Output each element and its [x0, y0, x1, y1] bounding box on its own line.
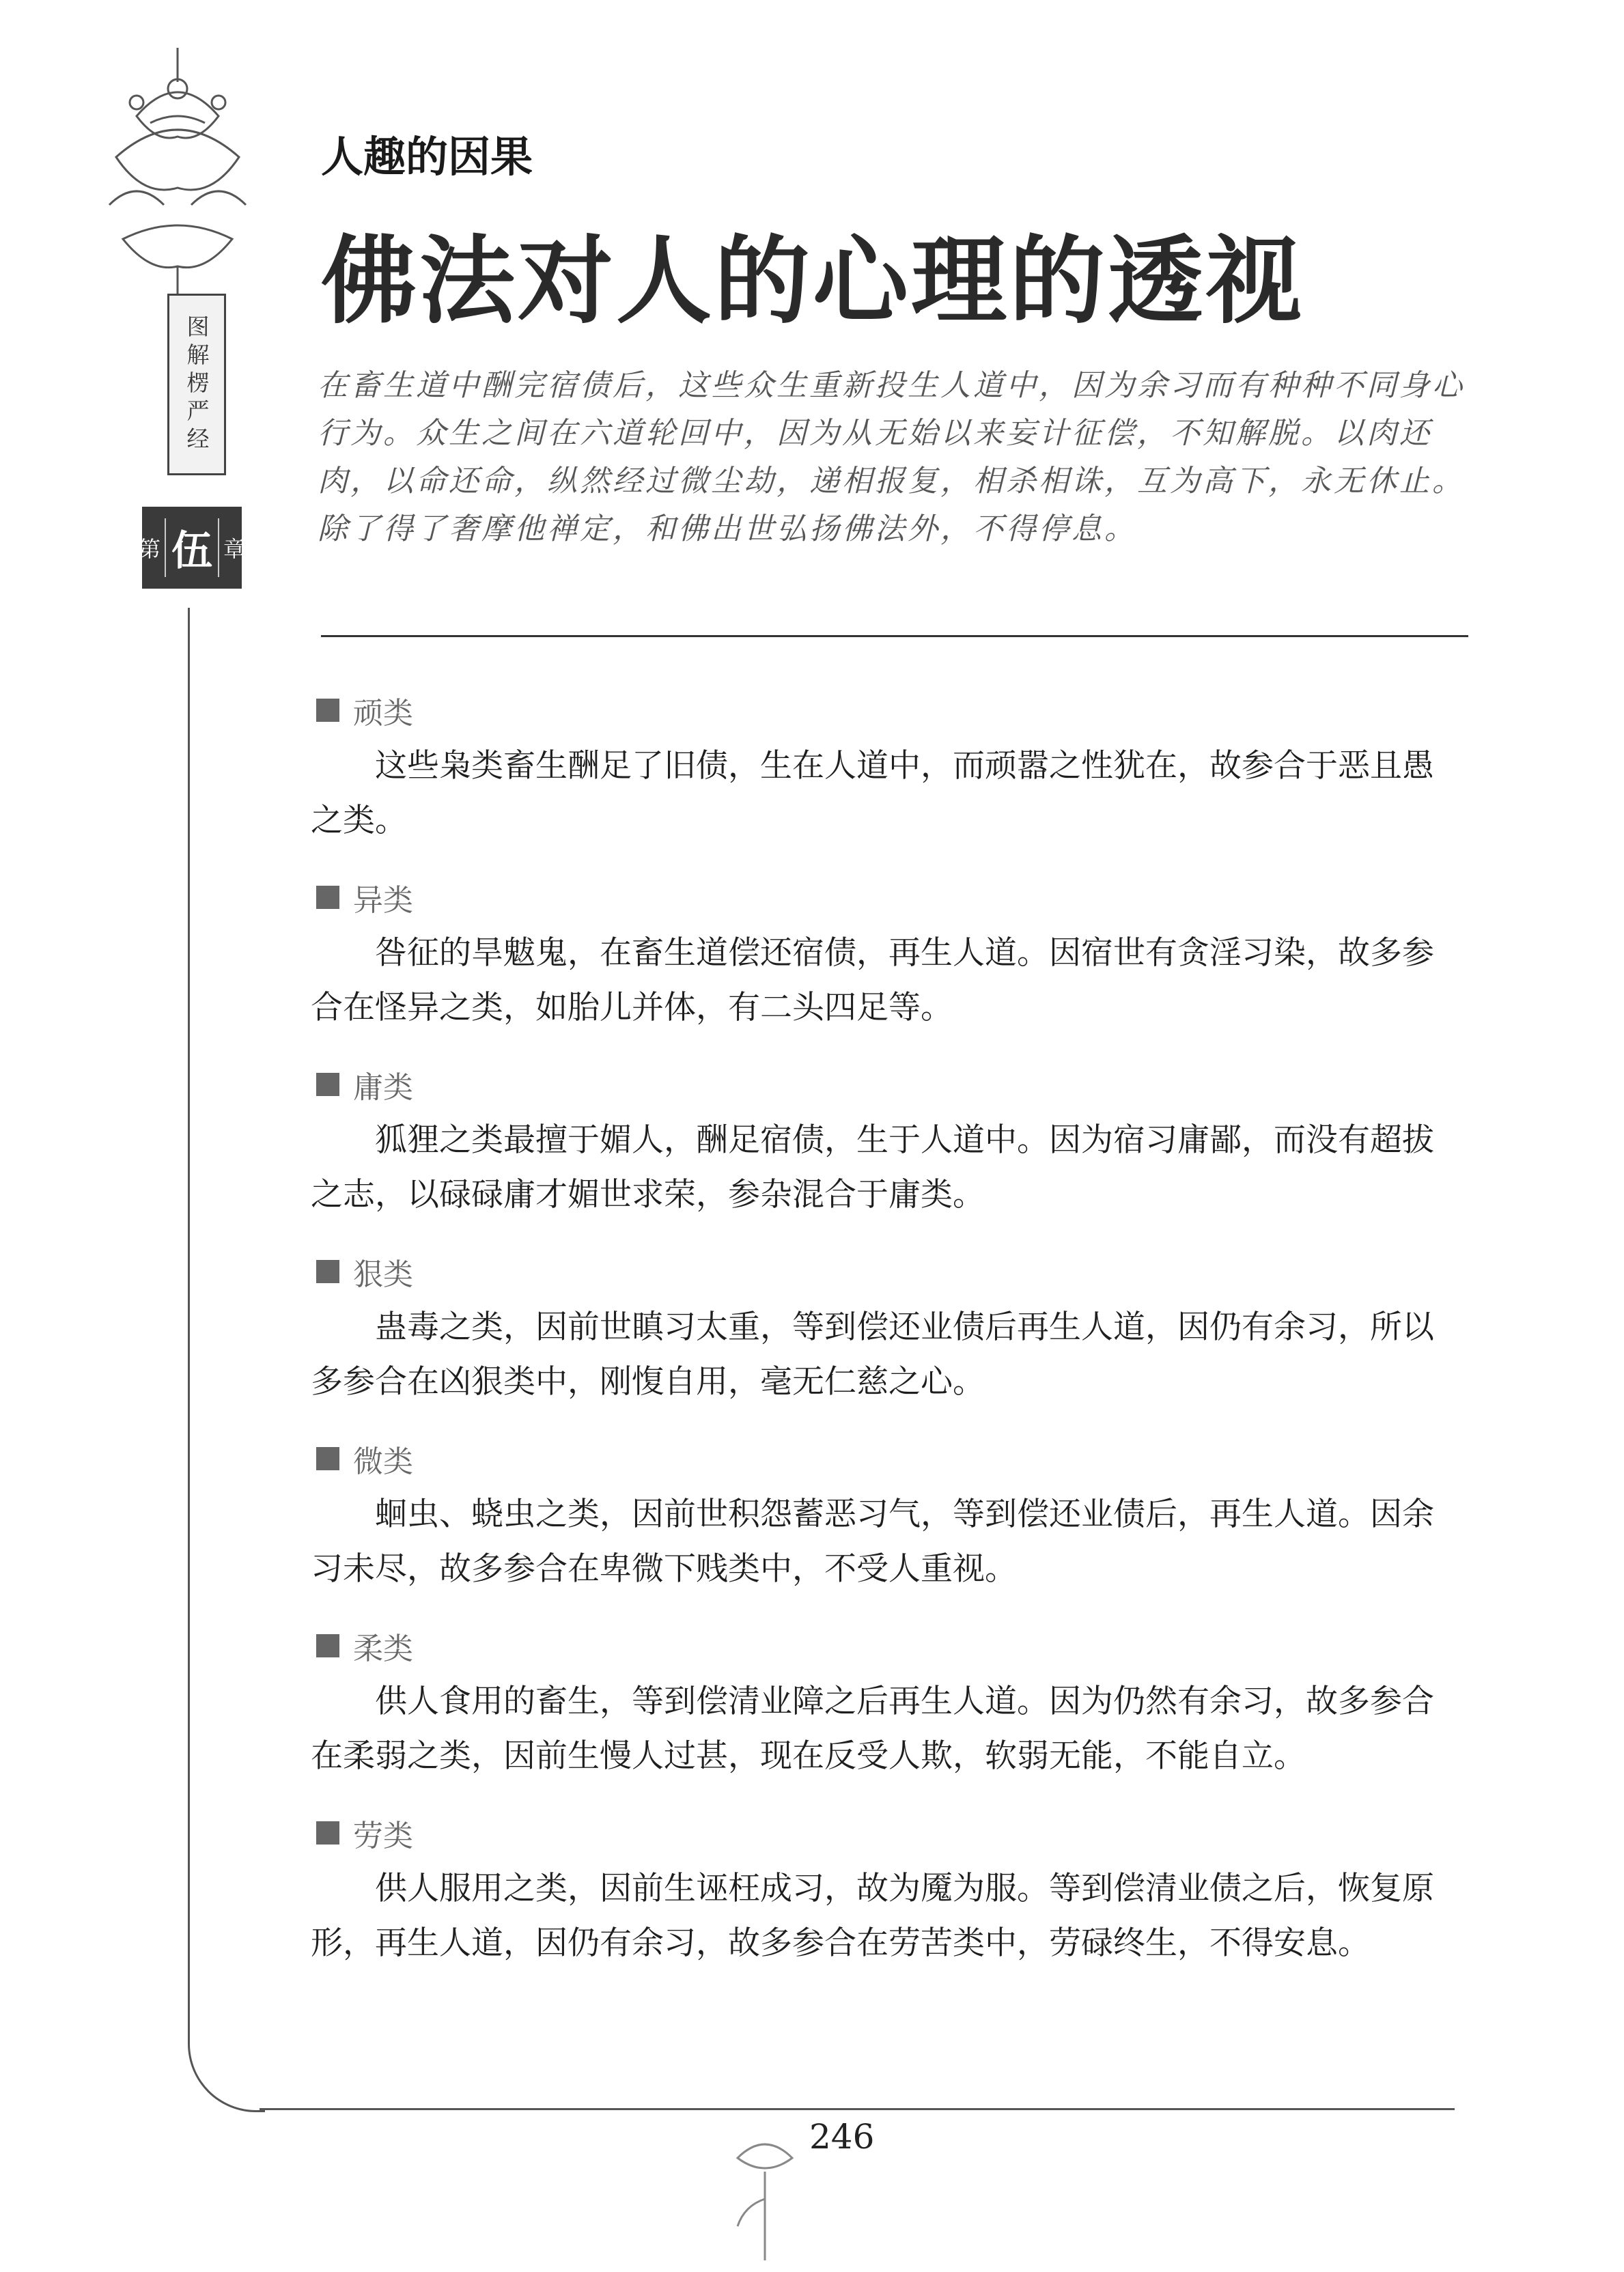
square-bullet-icon	[316, 1260, 339, 1283]
section-heading-label: 狠类	[353, 1257, 413, 1292]
square-bullet-icon	[316, 1447, 339, 1470]
section-heading-label: 微类	[353, 1444, 413, 1479]
chapter-prefix: 第	[138, 536, 160, 562]
chapter-number: 伍	[165, 518, 219, 577]
section-item	[311, 1438, 1465, 1597]
section-item	[311, 1812, 1465, 1971]
square-bullet-icon	[316, 699, 339, 722]
section-body: 供人食用的畜生，等到偿清业障之后再生人道。因为仍然有余习，故多参合在柔弱之类，因前生慢人过甚，现在反受人欺，软弱无能，不能自立。	[311, 1683, 1434, 1775]
bottom-decorative-line	[260, 2108, 1455, 2110]
section-item	[311, 690, 1465, 848]
section-heading-label: 劳类	[353, 1819, 413, 1853]
section-heading	[311, 1064, 1465, 1105]
section-body: 咎征的旱魃鬼，在畜生道偿还宿债，再生人道。因宿世有贪淫习染，故多参合在怪异之类，如胎儿并体，有二头四足等。	[311, 934, 1434, 1026]
page-number: 246	[809, 2117, 875, 2157]
section-heading	[311, 877, 1465, 918]
section-heading	[311, 1251, 1465, 1292]
section-body: 供人服用之类，因前生诬枉成习，故为魇为服。等到偿清业债之后，恢复原形，再生人道，因仍有余习，故多参合在劳苦类中，劳碌终生，不得安息。	[311, 1870, 1434, 1962]
square-bullet-icon	[316, 886, 339, 909]
section-heading-label: 异类	[353, 883, 413, 918]
chapter-tab	[138, 507, 246, 589]
section-body: 蛊毒之类，因前世瞋习太重，等到偿还业债后再生人道，因仍有余习，所以多参合在凶狠类中，刚愎自用，毫无仁慈之心。	[311, 1308, 1434, 1401]
section-kicker: 人趣的因果	[321, 132, 533, 182]
side-decorative-line	[188, 608, 265, 2112]
section-body: 这些枭类畜生酬足了旧债，生在人道中，而顽嚣之性犹在，故参合于恶且愚之类。	[311, 747, 1434, 839]
section-item	[311, 877, 1465, 1035]
book-title: 图解楞严经	[183, 314, 210, 455]
section-heading-label: 柔类	[353, 1631, 413, 1666]
intro-paragraph: 在畜生道中酬完宿债后，这些众生重新投生人道中，因为余习而有种种不同身心行为。众生之间在六道轮回中，因为从无始以来妄计征偿，不知解脱。以肉还肉，以命还命，纵然经过微尘劫，递相报复，相杀相诛，互为高下，永无休止。除了得了奢摩他禅定，和佛出世弘扬佛法外，不得停息。	[318, 368, 1465, 546]
page-title: 佛法对人的心理的透视	[321, 226, 1305, 337]
section-heading-label: 庸类	[353, 1070, 413, 1105]
section-item	[311, 1064, 1465, 1222]
section-body: 狐狸之类最擅于媚人，酬足宿债，生于人道中。因为宿习庸鄙，而没有超拔之志，以碌碌庸才媚世求荣，参杂混合于庸类。	[311, 1121, 1434, 1214]
chapter-suffix: 章	[223, 536, 246, 562]
section-heading	[311, 1625, 1465, 1666]
section-item	[311, 1625, 1465, 1784]
sections-list	[311, 690, 1465, 2000]
lotus-ornament-icon	[96, 41, 260, 328]
section-heading	[311, 1812, 1465, 1853]
square-bullet-icon	[316, 1073, 339, 1096]
book-title-tab	[167, 294, 226, 475]
section-body: 蛔虫、蛲虫之类，因前世积怨蓄恶习气，等到偿还业债后，再生人道。因余习未尽，故多参合在卑微下贱类中，不受人重视。	[311, 1496, 1434, 1588]
divider	[321, 635, 1468, 637]
section-heading-label: 顽类	[353, 696, 413, 731]
section-heading	[311, 1438, 1465, 1479]
section-heading	[311, 690, 1465, 731]
square-bullet-icon	[316, 1634, 339, 1657]
section-item	[311, 1251, 1465, 1410]
square-bullet-icon	[316, 1821, 339, 1845]
flower-ornament-icon	[724, 2131, 806, 2267]
